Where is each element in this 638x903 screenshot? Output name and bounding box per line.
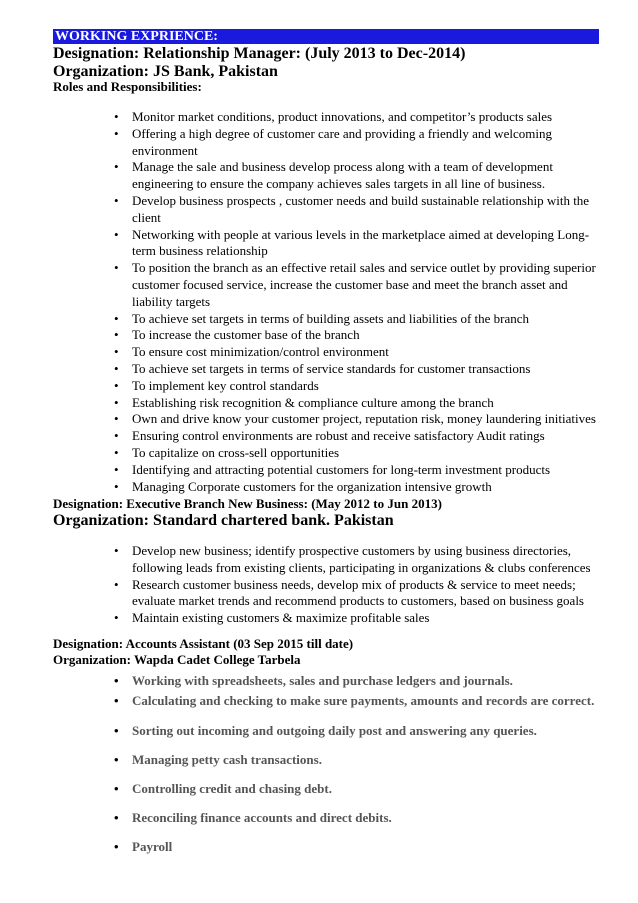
job3-organization: Organization: Wapda Cadet College Tarbela [53,652,301,667]
job1-organization: Organization: JS Bank, Pakistan [53,63,278,80]
job3-designation: Designation: Accounts Assistant (03 Sep 2015 till date) [53,636,354,651]
list-item: • Sorting out incoming and outgoing daily post and answering any queries. [105,721,597,750]
job2-bullet-list [105,543,597,627]
list-item: • Establishing risk recognition & compliance culture among the branch [105,395,597,412]
list-item: • Manage the sale and business develop process along with a team of development engineering to ensure the company achieves sales targets in all line of business. [105,159,597,193]
list-item: • Identifying and attracting potential customers for long-term investment products [105,462,597,479]
list-item: • Research customer business needs, develop mix of products & service to meet needs; evaluate market trends and recommend products to customers, based on business goals [105,577,597,611]
list-item: • To implement key control standards [105,378,597,395]
list-item: • Networking with people at various levels in the marketplace aimed at developing Long-term business relationship [105,227,597,261]
list-item: • Working with spreadsheets, sales and purchase ledgers and journals. [105,671,597,691]
list-item: • Reconciling finance accounts and direct debits. [105,808,597,837]
list-item: • Controlling credit and chasing debt. [105,779,597,808]
list-item: • Maintain existing customers & maximize profitable sales [105,610,597,627]
job1-bullet-list [105,109,597,495]
list-item: • Own and drive know your customer project, reputation risk, money laundering initiatives [105,411,597,428]
list-item: • Managing petty cash transactions. [105,750,597,779]
job3-bullet-list [105,671,597,857]
list-item: • Ensuring control environments are robust and receive satisfactory Audit ratings [105,428,597,445]
list-item: • To position the branch as an effective retail sales and service outlet by providing superior customer focused service, increase the customer base and meet the branch asset and liability targets [105,260,597,310]
list-item: • Managing Corporate customers for the organization intensive growth [105,479,597,496]
job1-roles-heading: Roles and Responsibilities: [53,79,202,94]
job1-designation: Designation: Relationship Manager: (July 2013 to Dec-2014) [53,45,466,62]
list-item: • To ensure cost minimization/control environment [105,344,597,361]
list-item: • Offering a high degree of customer care and providing a friendly and welcoming environment [105,126,597,160]
job2-organization: Organization: Standard chartered bank. Pakistan [53,512,394,529]
list-item: • To achieve set targets in terms of service standards for customer transactions [105,361,597,378]
list-item: • Monitor market conditions, product innovations, and competitor’s products sales [105,109,597,126]
list-item: • Calculating and checking to make sure payments, amounts and records are correct. [105,691,597,721]
list-item: • Develop business prospects , customer needs and build sustainable relationship with the client [105,193,597,227]
job2-designation: Designation: Executive Branch New Business: (May 2012 to Jun 2013) [53,496,442,511]
list-item: • To achieve set targets in terms of building assets and liabilities of the branch [105,311,597,328]
section-header-bar [53,29,599,44]
section-header: WORKING EXPRIENCE: [55,29,218,44]
list-item: • Develop new business; identify prospective customers by using business directories, following leads from existing clients, participating in organizations & clubs conferences [105,543,597,577]
list-item: • Payroll [105,837,597,857]
list-item: • To increase the customer base of the branch [105,327,597,344]
list-item: • To capitalize on cross-sell opportunities [105,445,597,462]
